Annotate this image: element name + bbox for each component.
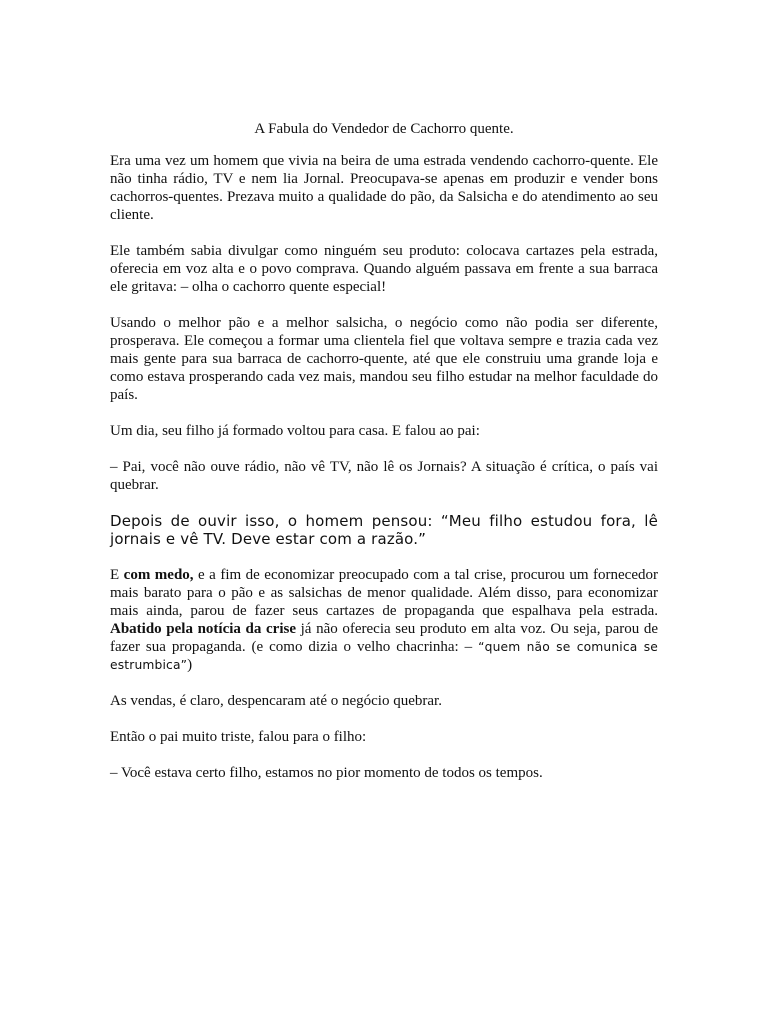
paragraph-9: Então o pai muito triste, falou para o filho: xyxy=(110,729,367,745)
paragraph-3: Usando o melhor pão e a melhor salsicha, o negócio como não podia ser diferente, prosperava. Ele começou a formar uma clientela fiel que voltava sempre e trazia cada vez mais gente para sua barraca de cachorro-quente, até que ele construiu uma grande loja e como estava prosperando cada vez mais, mandou seu filho estudar na melhor faculdade do país. xyxy=(110,315,658,403)
p7-text-2: e a fim de economizar preocupado com a tal crise, procurou um fornecedor mais barato para o pão e as salsichas de menor qualidade. Além disso, para economizar mais ainda, parou de fazer seus cartazes de propaganda que espalhava pela estrada. xyxy=(110,567,658,619)
paragraph-4: Um dia, seu filho já formado voltou para casa. E falou ao pai: xyxy=(110,423,480,439)
paragraph-5: – Pai, você não ouve rádio, não vê TV, não lê os Jornais? A situação é crítica, o país vai quebrar. xyxy=(110,459,658,493)
p7-text-3: já não oferecia seu produto em alta voz. Ou seja, parou de fazer sua propaganda. (e como dizia o velho chacrinha: – xyxy=(110,621,659,655)
document-title: A Fabula do Vendedor de Cachorro quente. xyxy=(254,121,514,137)
paragraph-1: Era uma vez um homem que vivia na beira de uma estrada vendendo cachorro-quente. Ele não tinha rádio, TV e nem lia Jornal. Preocupava-se apenas em produzir e vender bons cachorros-quentes. Prezava muito a qualidade do pão, da Salsicha e do atendimento ao seu cliente. xyxy=(110,153,658,223)
paragraph-8: As vendas, é claro, despencaram até o negócio quebrar. xyxy=(110,693,442,709)
p7-bold-1: com medo, xyxy=(123,567,194,583)
p7-text-1: E xyxy=(110,567,124,583)
paragraph-10: – Você estava certo filho, estamos no pior momento de todos os tempos. xyxy=(110,765,543,781)
p7-quote: “quem não se comunica se estrumbica” xyxy=(110,640,659,672)
paragraph-2: Ele também sabia divulgar como ninguém seu produto: colocava cartazes pela estrada, oferecia em voz alta e o povo comprava. Quando alguém passava em frente a sua barraca ele gritava: – olha o cachorro quente especial! xyxy=(110,243,658,295)
p7-text-4: ) xyxy=(187,657,193,673)
document-body xyxy=(110,152,658,800)
paragraph-6: Depois de ouvir isso, o homem pensou: “Meu filho estudou fora, lê jornais e vê TV. Deve estar com a razão.” xyxy=(110,512,658,548)
p7-bold-2: Abatido pela notícia da crise xyxy=(110,621,296,637)
paragraph-7 xyxy=(110,566,658,674)
